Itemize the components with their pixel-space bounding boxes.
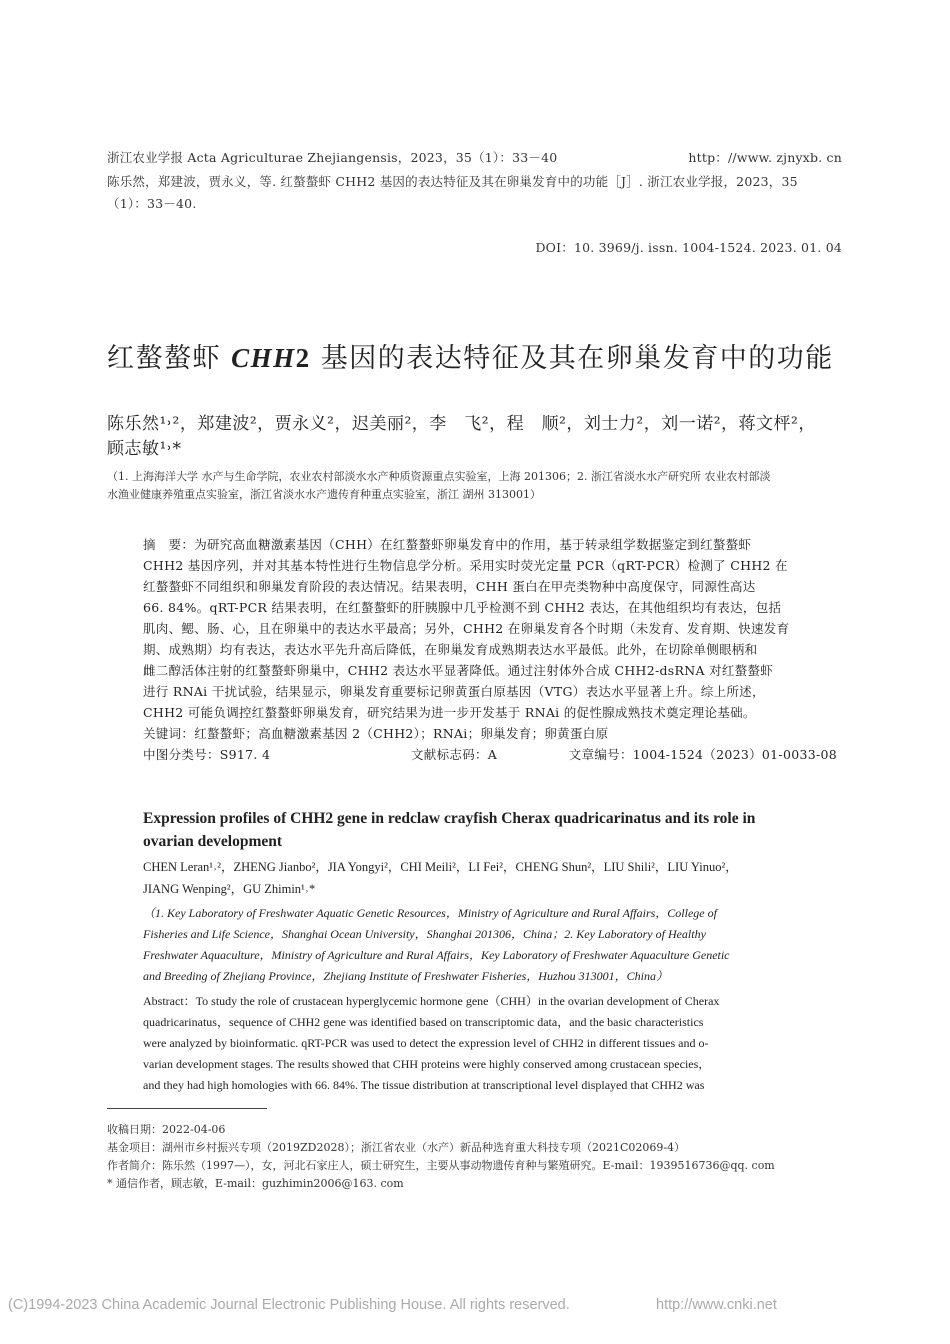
abstract-en-line: quadricarinatus，sequence of CHH2 gene was identified based on transcriptomic data，and the basic characteristics	[143, 1015, 704, 1029]
corresponding-author: * 通信作者，顾志敏，E-mail：guzhimin2006@163. com	[107, 1177, 404, 1190]
title-en-line: Expression profiles of CHH2 gene in redclaw crayfish Cherax quadricarinatus and its role in	[143, 810, 756, 827]
article-number: 文章编号：1004-1524（2023）01-0033-08	[568, 747, 837, 762]
page-title-cn	[107, 336, 834, 375]
journal-url[interactable]: http：//www. zjnyxb. cn	[688, 150, 842, 165]
page-title-en	[143, 807, 843, 853]
authors-en-line: CHEN Leran¹˒²，ZHENG Jianbo²，JIA Yongyi²，CHI Meili²，LI Fei²，CHENG Shun²，LIU Shili²，LIU Yinuo²，	[143, 860, 738, 874]
title-cn-gene: CHH	[231, 343, 296, 373]
doi[interactable]: DOI：10. 3969/j. issn. 1004-1524. 2023. 01. 04	[535, 240, 842, 255]
abstract-cn-line: 肌肉、鳃、肠、心，且在卵巢中的表达水平最高；另外，CHH2 在卵巢发育各个时期（未发育、发育期、快速发育	[143, 621, 790, 636]
abstract-en-line: varian development stages. The results showed that CHH proteins were highly conserved among crustacean species，	[143, 1057, 711, 1071]
abstract-cn	[143, 534, 843, 765]
abstract-cn-line: CHH2 基因序列，并对其基本特性进行生物信息学分析。采用实时荧光定量 PCR（qRT-PCR）检测了 CHH2 在	[143, 558, 788, 573]
classification-row	[143, 744, 843, 765]
affiliation-line: （1. 上海海洋大学 水产与生命学院，农业农村部淡水水产种质资源重点实验室，上海 201306；2. 浙江省淡水水产研究所 农业农村部淡	[107, 470, 771, 483]
footnote-divider	[107, 1108, 267, 1109]
reference-citation-line: 陈乐然，郑建波，贾永义，等. 红螯螯虾 CHH2 基因的表达特征及其在卵巢发育中的功能［J］. 浙江农业学报，2023，35	[107, 174, 798, 189]
abstract-cn-line: 期、成熟期）均有表达，表达水平先升高后降低，在卵巢发育成熟期表达水平最低。此外，在切除单侧眼柄和	[143, 642, 758, 657]
abstract-cn-line: CHH2 可能负调控红螯螯虾卵巢发育，研究结果为进一步开发基于 RNAi 的促性腺成熟技术奠定理论基础。	[143, 705, 756, 720]
abstract-cn-line: 摘 要：为研究高血糖激素基因（CHH）在红螯螯虾卵巢发育中的作用，基于转录组学数据鉴定到红螯螯虾	[143, 537, 752, 552]
affiliation-en-line: （1. Key Laboratory of Freshwater Aquatic Genetic Resources，Ministry of Agriculture and Rural Affairs，College of	[143, 906, 717, 920]
journal-citation-line: 浙江农业学报 Acta Agriculturae Zhejiangensis，2023，35（1）：33－40	[107, 150, 558, 165]
authors-cn	[107, 412, 816, 462]
abstract-en	[143, 991, 843, 1096]
abstract-cn-line: 红螯螯虾不同组织和卵巢发育阶段的表达情况。结果表明，CHH 蛋白在甲壳类物种中高度保守，同源性高达	[143, 579, 756, 594]
title-cn-suffix: 基因的表达特征及其在卵巢发育中的功能	[310, 343, 834, 374]
affiliations-cn	[107, 468, 847, 504]
authors-en	[143, 856, 843, 900]
abstract-en-line: were analyzed by bioinformatic. qRT-PCR was used to detect the expression level of CHH2 in different tissues and o-	[143, 1036, 709, 1050]
fund-info: 基金项目：湖州市乡村振兴专项（2019ZD2028）；浙江省农业（水产）新品种选育重大科技专项（2021C02069-4）	[107, 1141, 686, 1154]
affiliation-en-line: and Breeding of Zhejiang Province，Zhejiang Institute of Freshwater Fisheries，Huzhou 313001，China）	[143, 969, 668, 983]
document-code: 文献标志码：A	[411, 747, 498, 762]
abstract-en-line: and they had high homologies with 66. 84%. The tissue distribution at transcriptional level displayed that CHH2 was	[143, 1078, 705, 1092]
author-bio: 作者简介：陈乐然（1997—），女，河北石家庄人，硕士研究生，主要从事动物遗传育种与繁殖研究。E-mail：1939516736@qq. com	[107, 1159, 775, 1172]
abstract-en-line: Abstract：To study the role of crustacean hyperglycemic hormone gene（CHH）in the ovarian development of Cherax	[143, 994, 720, 1008]
affiliation-line: 水渔业健康养殖重点实验室，浙江省淡水水产遗传育种重点实验室，浙江 湖州 313001）	[107, 488, 541, 501]
title-cn-gene-number: 2	[295, 343, 311, 373]
clc-number: 中图分类号：S917. 4	[143, 747, 271, 762]
keywords-cn: 关键词：红螯螯虾；高血糖激素基因 2（CHH2）；RNAi；卵巢发育；卵黄蛋白原	[143, 726, 609, 741]
authors-en-line: JIANG Wenping²，GU Zhimin¹˒*	[143, 882, 316, 896]
abstract-cn-line: 雌二醇活体注射的红螯螯虾卵巢中，CHH2 表达水平显著降低。通过注射体外合成 CHH2-dsRNA 对红螯螯虾	[143, 663, 774, 678]
abstract-cn-line: 进行 RNAi 干扰试验，结果显示，卵巢发育重要标记卵黄蛋白原基因（VTG）表达水平显著上升。综上所述，	[143, 684, 765, 699]
abstract-cn-line: 66. 84%。qRT-PCR 结果表明，在红螯螯虾的肝胰腺中几乎检测不到 CHH2 表达，在其他组织均有表达，包括	[143, 600, 782, 615]
affiliation-en-line: Freshwater Aquaculture，Ministry of Agriculture and Rural Affairs，Key Laboratory of Freshwater Aquaculture Genetic	[143, 948, 730, 962]
affiliations-en	[143, 903, 843, 987]
title-en-line: ovarian development	[143, 833, 283, 850]
authors-cn-line: 陈乐然¹˒²，郑建波²，贾永义²，迟美丽²，李 飞²，程 顺²，刘士力²，刘一诺²，蒋文枰²，	[107, 414, 816, 434]
copyright-notice: (C)1994-2023 China Academic Journal Electronic Publishing House. All rights reserved.	[8, 1297, 570, 1313]
received-date: 收稿日期：2022-04-06	[107, 1123, 226, 1136]
affiliation-en-line: Fisheries and Life Science，Shanghai Ocean University，Shanghai 201306，China；2. Key Laboratory of Healthy	[143, 927, 706, 941]
authors-cn-line: 顾志敏¹˒*	[107, 439, 182, 459]
cnki-link[interactable]: http://www.cnki.net	[656, 1297, 777, 1313]
reference-citation-line-2: （1）：33－40.	[107, 196, 197, 211]
title-cn-prefix: 红螯螯虾	[107, 343, 232, 374]
footnotes	[107, 1121, 847, 1193]
